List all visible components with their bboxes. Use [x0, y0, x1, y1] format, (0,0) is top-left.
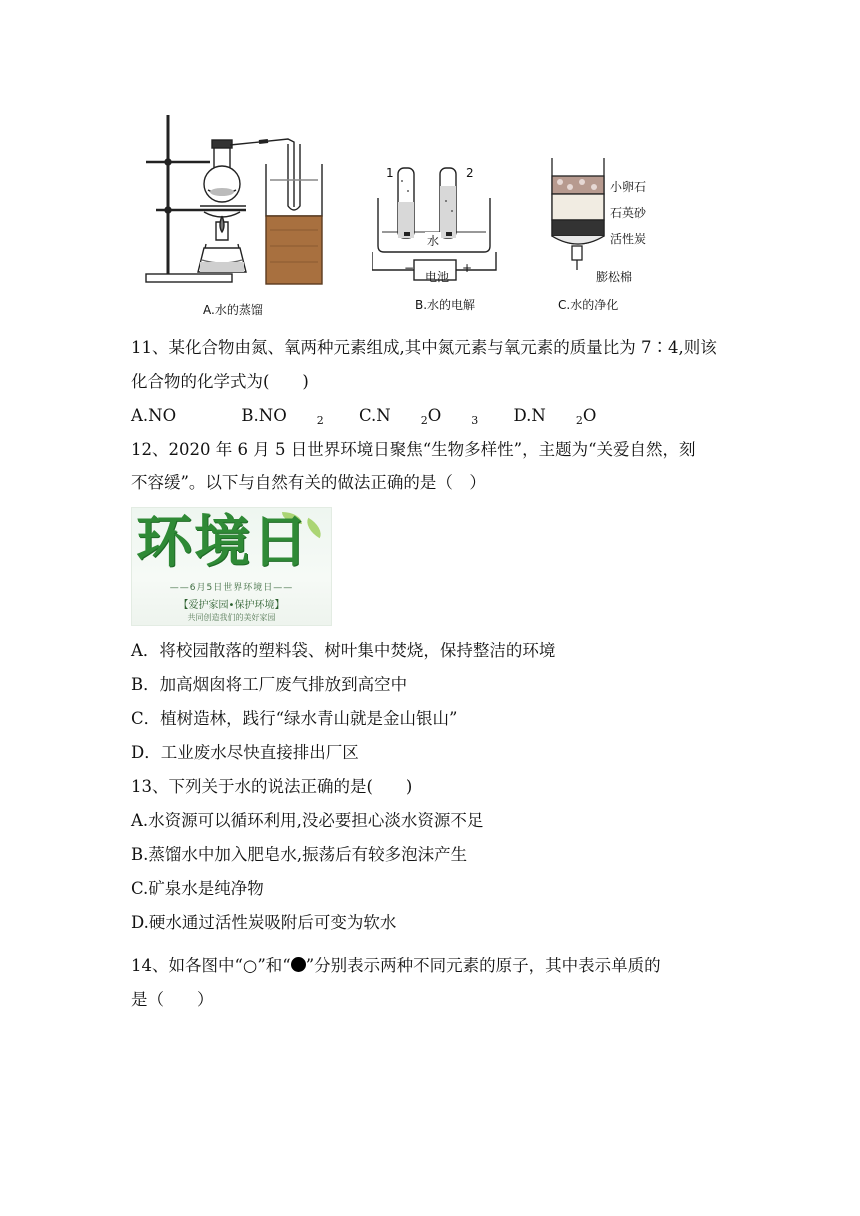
- question-12-option-b[interactable]: B．加高烟囱将工厂废气排放到高空中: [131, 675, 408, 694]
- filter-layer-label: 小卵石: [610, 180, 647, 194]
- battery-minus-label: −: [404, 261, 415, 275]
- question-13-option-d[interactable]: D.硬水通过活性炭吸附后可变为软水: [131, 913, 397, 932]
- question-12-stem-cont: 不容缓”。以下与自然有关的做法正确的是（ ）: [131, 473, 486, 492]
- question-12-option-d[interactable]: D．工业废水尽快直接排出厂区: [131, 743, 359, 762]
- water-filter-drawing: [548, 156, 608, 272]
- question-13-stem: 13、下列关于水的说法正确的是( ): [131, 777, 413, 796]
- banner-tagline: 共同创造我们的美好家园: [187, 613, 276, 622]
- banner-slogan: 【爱护家园•保护环境】: [178, 600, 285, 611]
- banner-subtitle: ——6月5日世界环境日——: [169, 583, 294, 593]
- question-12-stem: 12、2020 年 6 月 5 日世界环境日聚焦“生物多样性”，主题为“关爱自然，刻: [131, 440, 696, 459]
- filter-layer-label: 膨松棉: [596, 270, 633, 284]
- tube-1-label: 1: [386, 166, 394, 180]
- question-11-stem-cont: 化合物的化学式为( ): [131, 372, 309, 391]
- water-label: 水: [427, 234, 440, 248]
- option-a[interactable]: A.NO: [131, 406, 177, 425]
- black-atom-icon: [291, 957, 306, 972]
- distillation-apparatus-drawing: [138, 112, 338, 292]
- filter-layer-label: 石英砂: [610, 206, 647, 220]
- question-11-options: [131, 405, 656, 427]
- question-13-option-a[interactable]: A.水资源可以循环利用,没必要担心淡水资源不足: [131, 811, 484, 830]
- figure-caption-c: C.水的净化: [558, 298, 619, 312]
- option-d[interactable]: D.N $_2$O: [513, 406, 597, 427]
- tube-2-label: 2: [466, 166, 474, 180]
- question-14-stem-cont: 是（ ）: [131, 990, 214, 1009]
- battery-plus-label: +: [462, 261, 473, 275]
- question-12-option-a[interactable]: A．将校园散落的塑料袋、树叶集中焚烧，保持整洁的环境: [131, 641, 556, 660]
- banner-title: 环境日: [136, 510, 310, 575]
- environment-day-banner: [131, 507, 332, 626]
- question-11-stem: 11、某化合物由氮、氧两种元素组成,其中氮元素与氧元素的质量比为 7∶4,则该: [131, 338, 717, 357]
- question-13-option-b[interactable]: B.蒸馏水中加入肥皂水,振荡后有较多泡沫产生: [131, 845, 468, 864]
- figure-caption-b: B.水的电解: [415, 298, 476, 312]
- option-b[interactable]: B.NO $_2$: [241, 406, 324, 427]
- filter-layer-label: 活性炭: [610, 232, 647, 246]
- battery-label: 电池: [425, 270, 450, 284]
- option-c[interactable]: C.N $_2$O $_3$: [358, 406, 479, 427]
- figure-caption-a: A.水的蒸馏: [203, 303, 263, 317]
- question-14-stem: 14、如各图中“○”和“ ”分别表示两种不同元素的原子，其中表示单质的: [131, 956, 661, 975]
- question-13-option-c[interactable]: C.矿泉水是纯净物: [131, 879, 264, 898]
- question-12-option-c[interactable]: C．植树造林，践行“绿水青山就是金山银山”: [131, 709, 458, 728]
